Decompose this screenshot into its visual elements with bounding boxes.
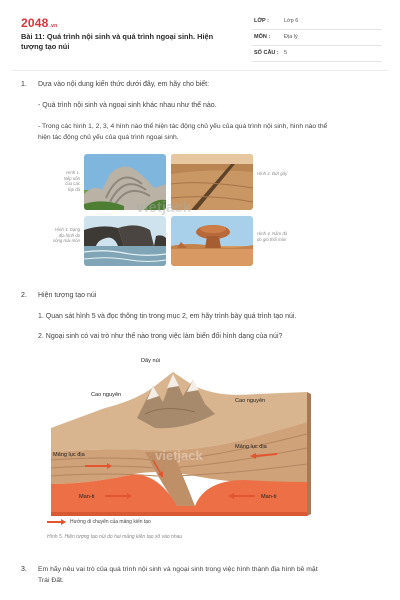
meta-label: LỚP : <box>254 18 269 24</box>
caption-line: Hình 3. Dạng <box>54 227 80 232</box>
label-plateau-right: Cao nguyên <box>235 398 266 404</box>
header-divider <box>12 70 388 71</box>
question-2-heading: Hiện tượng tạo núi <box>38 292 97 299</box>
caption-hinh-2 <box>257 171 301 177</box>
caption-line: của các <box>65 181 80 186</box>
caption-hinh-3 <box>48 227 80 244</box>
caption-line: do gió thổi mòn <box>257 236 287 242</box>
meta-panel <box>252 14 382 62</box>
label-mantle-right: Man-ti <box>261 494 277 500</box>
label-mountain-range: Dãy núi <box>141 358 160 364</box>
label-mantle-left: Man-ti <box>79 494 95 500</box>
question-1-bullet-2-line-2: hiện tác động chủ yếu của quá trình ngoại sinh. <box>38 134 179 141</box>
meta-row-class <box>252 14 382 30</box>
label-continental-plate-left: Mảng lục địa <box>53 452 85 458</box>
question-1-bullet-1: - Quá trình nội sinh và ngoại sinh khác nhau như thế nào. <box>38 102 217 109</box>
caption-line: địa hình do <box>58 232 80 238</box>
caption-line: Hình 2. Đứt gãy <box>257 171 288 176</box>
caption-line: Hình 1. <box>66 170 80 175</box>
figure-5-caption: Hình 5. Hiện tượng tạo núi do hai mảng kiến tạo xô vào nhau <box>47 534 183 540</box>
lesson-title: Bài 11: Quá trình nội sinh và quá trình ngoại sinh. Hiện tượng tạo núi <box>21 32 214 51</box>
header <box>0 0 400 68</box>
meta-value: 5 <box>284 50 288 56</box>
question-1-bullet-2-line-1: - Trong các hình 1, 2, 3, 4 hình nào thể hiện tác động chủ yếu của quá trình nội sinh, hình nào thể <box>38 123 328 130</box>
photo-hinh-4-mushroom-rock <box>171 216 253 266</box>
logo-suffix: .vn <box>49 23 58 29</box>
meta-value: Địa lý <box>284 34 298 40</box>
label-continental-plate-right: Mảng lục địa <box>235 444 267 450</box>
meta-value: Lớp 6 <box>284 18 299 24</box>
logo-text: 2048 <box>21 16 49 30</box>
caption-hinh-4 <box>257 231 305 242</box>
question-1-prompt: Dựa vào nội dung kiến thức dưới đây, em hãy cho biết: <box>38 81 210 88</box>
photo-hinh-3-sea-arch <box>84 216 166 266</box>
question-3-line-2: Trái Đất. <box>38 577 64 584</box>
mountain-formation-diagram <box>45 356 313 532</box>
question-3-line-1: Em hãy nêu vai trò của quá trình nội sinh và ngoại sinh trong việc hình thành địa hình bề mặt <box>38 566 318 573</box>
meta-row-count <box>252 46 382 62</box>
meta-label: MÔN : <box>254 34 271 40</box>
label-plateau-left: Cao nguyên <box>91 392 122 398</box>
question-2-sub-1: 1. Quan sát hình 5 và đọc thông tin trong mục 2, em hãy trình bày quá trình tạo núi. <box>38 313 297 320</box>
caption-hinh-1 <box>58 170 80 192</box>
question-1-number: 1. <box>21 81 27 88</box>
meta-label: SỐ CÂU : <box>254 50 279 56</box>
question-2-sub-2: 2. Ngoại sinh có vai trò như thế nào trong việc làm biến đổi hình dạng của núi? <box>38 333 283 340</box>
meta-row-subject <box>252 30 382 46</box>
site-logo[interactable] <box>21 16 57 30</box>
caption-line: Nếp uốn <box>63 175 80 181</box>
legend-label: Hướng di chuyển của mảng kiến tạo <box>70 519 151 525</box>
watermark: vietjack <box>136 199 192 216</box>
question-3-number: 3. <box>21 566 27 573</box>
question-2-number: 2. <box>21 292 27 299</box>
diagram-graphic <box>45 356 313 532</box>
caption-line: sóng mài mòn <box>53 238 80 243</box>
caption-line: Hình 4. Nấm đá <box>257 231 288 236</box>
watermark: vietjack <box>155 448 203 463</box>
caption-line: lớp đá <box>68 186 80 192</box>
